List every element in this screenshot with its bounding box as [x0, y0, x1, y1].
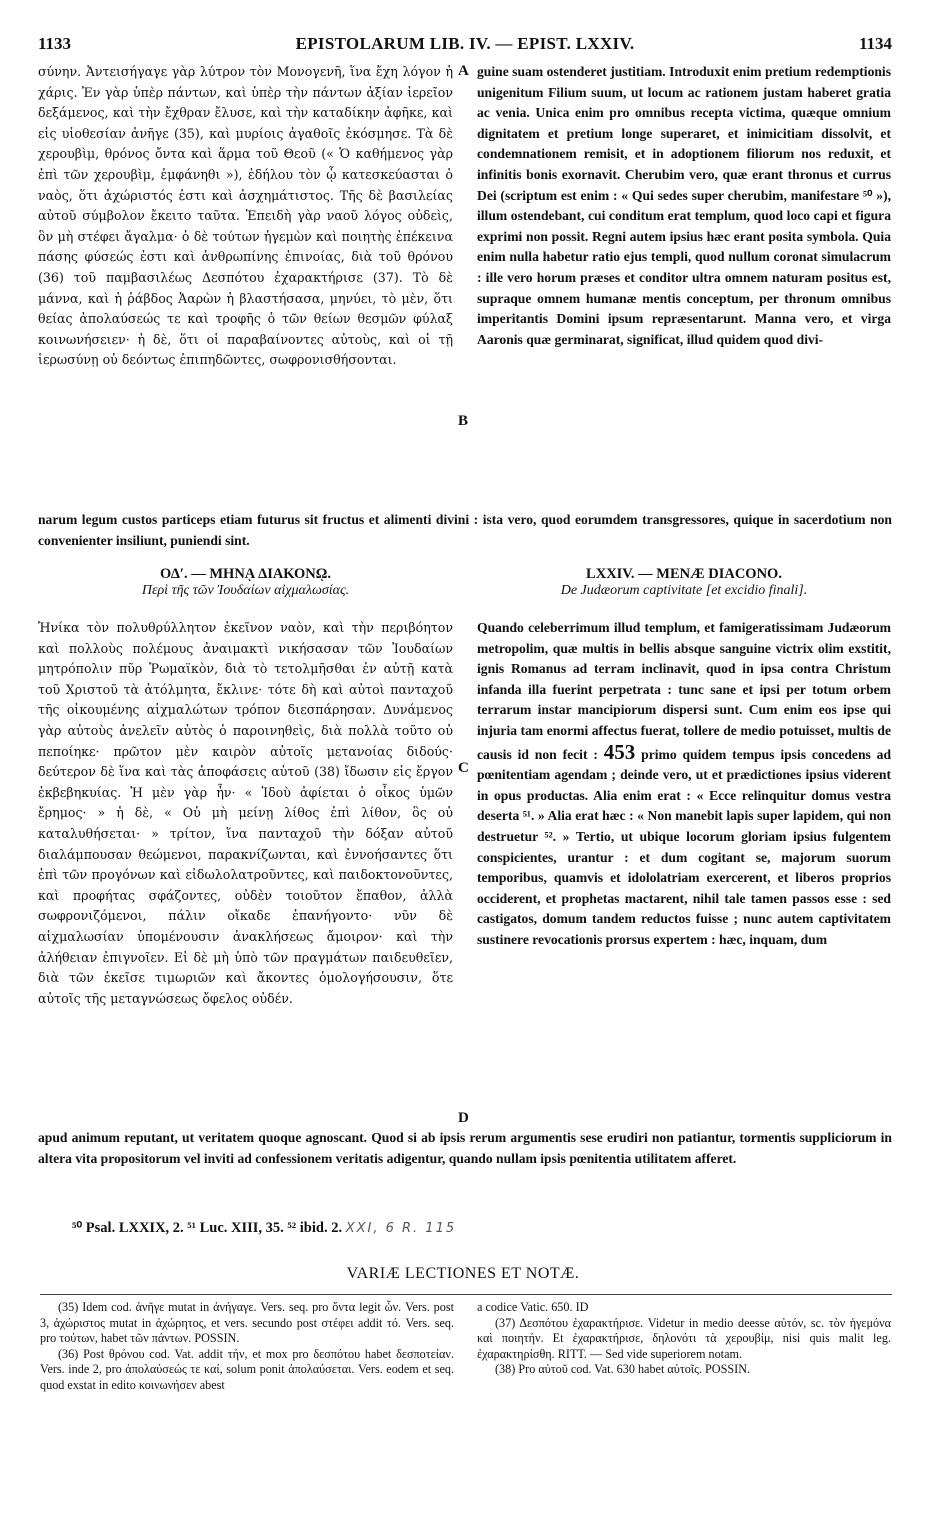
note-38: (38) Pro αὐτοῦ cod. Vat. 630 habet αὐτοῖς. POSSIN.: [495, 1362, 751, 1377]
footnote-text: ⁵⁰ Psal. LXXIX, 2. ⁵¹ Luc. XIII, 35. ⁵² ibid. 2.: [72, 1220, 343, 1236]
latin-heading: [477, 566, 891, 599]
margin-marker-b: B: [458, 413, 469, 429]
latin-full-width-top: [38, 510, 892, 551]
greek-letter-subtitle: Περὶ τῆς τῶν Ἰουδαίων αἰχμαλωσίας.: [141, 583, 350, 598]
latin-letter-subtitle: De Judæorum captivitate [et excidio finali].: [560, 583, 808, 598]
greek-letter-text: Ἡνίκα τὸν πολυθρύλλητον ἐκεῖνον ναὸν, καὶ τὴν περιβόητον καὶ πολλοὺς πολέμους ἀναιμακτὶ νικήσασαν τῶν Ἰουδαίων μητρόπολιν πῦρ Ῥωμαϊκὸν, διὰ τὸ τετολμῆσθαι ἐν αὐτῇ κατὰ τοῦ Χριστοῦ τὰ ἀτόλμητα, ἔκλινε· τότε δὴ καὶ αὐτοὶ πανταχοῦ τῆς οἰκουμένης αἰχμαλώτων τρόπον διεσπάρησαν. Δυνάμενος γὰρ αὐτοὺς ἀνελεῖν αὐτὸς ὁ παροινηθεὶς, διὰ πολλὰ τοῦτο οὐ πεποίηκε· πρῶτον μὲν καιρὸν αὐτοῖς μετανοίας διδούς· δεύτερον δὲ ἵνα καὶ τὰς ἀποφάσεις αὐτοῦ (38) ἴδωσιν εἰς ἔργον ἐκβεβηκυίας. Ἡ μὲν γὰρ ἦν· « Ἰδοὺ ἀφίεται ὁ οἶκος ὑμῶν ἔρημος· » ἡ δὲ, « Οὐ μὴ μείνῃ λίθος ἐπὶ λίθον, ὃς οὐ καταλυθήσεται· » τρίτον, ἵνα πανταχοῦ τὴν δόξαν αὐτοῦ διαλάμπουσαν θεώμενοι, παρακνίζωνται, καὶ ἐννοήσαντες ὅτι ἐπὶ τῶν προγόνων καὶ εἰδωλολατροῦντες, καὶ παιδοκτονοῦντες, καὶ προφήτας σφάζοντες, οὐδὲν τοιοῦτον ἔπαθον, ἀλλὰ σωφρονιζόμενοι, πάλιν οἴκαδε ἐπανήγοντο· νῦν δὲ αἰχμαλωσίαν ὑπομένουσιν ἀνακλήσεως ἄμοιρον· καὶ τὴν ἀλήθειαν ἐπιγνοῖεν. Εἰ δὲ μὴ ὑπὸ τῶν πραγμάτων παιδευθεῖεν, διὰ τῶν ἐκεῖσε τιμωριῶν καὶ ἄκοντες ὁμολογήσουσιν, ὅτε αὐτοῖς τῆς μεταγνώσεως ὄφελος οὐδέν.: [38, 620, 453, 1006]
margin-marker-c: C: [458, 760, 469, 776]
notes-divider: [40, 1294, 892, 1295]
greek-column-letter: [38, 618, 453, 1009]
note-36-continued: a codice Vatic. 650. ID: [477, 1300, 589, 1314]
notes-column-right: [477, 1300, 891, 1378]
page-number-right: 1134: [858, 34, 892, 53]
latin-full-letter-paragraph: apud animum reputant, ut veritatem quoque agnoscant. Quod si ab ipsis rerum argumentis sese erudiri non patiantur, tormentis suppliciorum in altera vita propositorum vel inviti ad confessionem veritatis adigentur, quando nullam ipsis pœnitentia utilitatem afferet.: [38, 1130, 892, 1166]
greek-heading: [38, 566, 453, 599]
greek-column-top: [38, 62, 453, 371]
latin-column-letter: [477, 618, 891, 951]
notes-column-left: [40, 1300, 454, 1394]
latin-full-width-letter: [38, 1128, 892, 1169]
greek-letter-title: ΟΔʹ. — ΜΗΝᾼ ΔΙΑΚΟΝῼ.: [160, 566, 331, 582]
column-number: 453: [603, 739, 636, 764]
note-36: (36) Post θρόνου cod. Vat. addit τήν, et mox pro δεσπότου habet δεσποτείαν. Vers. inde 2, pro ἀπολαύσεώς τε καί, solum ponit ἀπολαύσεται. Vers. eodem et seq. quod exstat in edito κοινωνήσεν abest: [40, 1346, 454, 1392]
margin-marker-a: A: [458, 63, 469, 79]
handwritten-annotation: XXI, 6 R. 115: [345, 1221, 457, 1236]
latin-letter-text-a: Quando celeberrimum illud templum, et famigeratissimam Judæorum metropolim, quæ multis in bellis absque sanguine victrix olim exstitit, ignis Romanus ad terram inclinavit, quod in ipsa contra Christum infanda illa fuerint perpetrata : tunc sane et ipsi per totum orbem terrarum instar mancipiorum dispersi sunt. Cum enim eos ipse qui injuria tam enormi affectus fuerat, tollere de medio potuisset, multis de causis id non fecit :: [477, 620, 891, 762]
notes-title: VARIÆ LECTIONES ET NOTÆ.: [346, 1265, 580, 1282]
note-35: (35) Idem cod. ἀνῆγε mutat in ἀνήγαγε. Vers. seq. pro ὄντα legit ὧν. Vers. post 3, ἀχώριστος mutat in ἀχώρητος, et vers. secundo post στέφει addit τό. Vers. seq. pro τούτων, habet τῶν πάντων. POSSIN.: [40, 1300, 454, 1346]
page-number-left: 1133: [38, 34, 72, 53]
running-title: EPISTOLARUM LIB. IV. — EPIST. LXXIV.: [295, 34, 635, 53]
scripture-footnotes: [72, 1220, 456, 1237]
running-header: [38, 34, 892, 56]
note-37: (37) Δεσπότου ἐχαρακτήρισε. Videtur in medio deesse αὐτόν, sc. τὸν ἡγεμόνα καὶ ποιητήν. Et ἐχαρακτήρισε, δηλονότι τὰ χερουβίμ, nisi quis malit leg. ἐχαρακτηρίσθη. RITT. — Sed vide superiorem notam.: [477, 1315, 891, 1361]
greek-paragraph: σύνην. Ἀντεισήγαγε γὰρ λύτρον τὸν Μονογενῆ, ἵνα ἔχη λόγον ἡ χάρις. Ἐν γὰρ ὑπὲρ πάντων, καὶ ὑπὲρ τὴν πάντων ἀξίαν ἱερεῖον δεξάμενος, καὶ τὴν ἔχθραν ἔλυσε, καὶ τὴν καταδίκην ἀφῆκε, καὶ εἰς υἱοθεσίαν ἀνῆγε (35), καὶ μυρίοις ἀγαθοῖς ἐκόσμησε. Τὰ δὲ χερουβὶμ, θρόνος ὄντα καὶ ἅρμα τοῦ Θεοῦ (« Ὁ καθήμενος γὰρ ἐπὶ τῶν χερουβὶμ, ἐμφάνηθι »), ἐδήλου τὸν ᾧ κατεσκεύασται ὁ ναὸς, ὅτι ἀχώριστός ἐστι καὶ ἀσχημάτιστος. Τῆς δὲ βασιλείας αὐτοῦ σύμβολον ἔκειτο ταῦτα. Ἐπειδὴ γὰρ ναοῦ λόγος οὐδεὶς, ὃν μὴ στέφει ἄγαλμα· ὁ δὲ τούτων ἡγεμὼν καὶ ποιητὴς ἐπέκεινα πάσης φύσεώς ἐστι καὶ ἀνθρωπίνης ἐπινοίας, διὰ τοῦ θρόνου (36) τοῦ παμβασιλέως Δεσπότου ἐχαρακτήρισε (37). Τὸ δὲ μάννα, καὶ ἡ ῥάβδος Ἀαρὼν ἡ βλαστήσασα, μηνύει, τὸ μὲν, ὅτι θείας ἀπολαύσεώς τε καὶ τροφῆς ὁ τῶν θείων θεσμῶν φύλαξ κοινωνήσειεν· ἡ δὲ, ὅτι οἱ παραβαίνοντες αὐτοὺς, καὶ οἱ τῇ ἱερωσύνῃ οὐ δεόντως ἐπιπηδῶντες, σωφρονισθήσονται.: [38, 64, 453, 368]
latin-full-paragraph: narum legum custos particeps etiam futurus sit fructus et alimenti divini : ista vero, quod eorumdem transgressores, quique in sacerdotium non convenienter insiliunt, puniendi sint.: [38, 512, 892, 548]
latin-column-top: [477, 62, 891, 350]
latin-letter-text-b: primo quidem tempus ipsis concedens ad pœnitentiam agendam ; deinde vero, ut et prædictiones ipsius viderent in opus productas. Alia enim erat : « Ecce relinquitur domus vestra deserta ⁵¹. » Alia erat hæc : « Non manebit lapis super lapidem, qui non destruetur ⁵². » Tertio, ut ubique locorum gloriam ipsius fulgentem conspicientes, urantur : et dum cogitant se, majorum suorum temporibus, quamvis et idololatriam exercerent, et liberos proprios occiderent, et prophetas mactarent, nihil tale tamen passos esse : sed castigatos, domum tandem reductos fuisse ; nunc autem captivitatem sustinere revocationis prorsus expertem : hæc, inquam, dum: [477, 746, 892, 947]
latin-letter-title: LXXIV. — MENÆ DIACONO.: [586, 566, 782, 582]
latin-letter-body: [477, 618, 891, 951]
margin-marker-d: D: [458, 1110, 469, 1126]
latin-paragraph: guine suam ostenderet justitiam. Introduxit enim pretium redemptionis unigenitum Filium suum, ut locum ac rationem justam haberet gratia ac venia. Unica enim pro omnibus recepta victima, quæque omnium dignitatem et pretium longe superaret, et inimicitiam dissolvit, et condemnationem remisit, et in adoptionem filiorum nos reduxit, et infinitis bonis exornavit. Cherubim vero, quæ erant thronus et currus Dei (scriptum est enim : « Qui sedes super cherubim, manifestare ⁵⁰ »), illum ostendebant, cui conditum erat templum, quod loco capi et figura exprimi non possit. Regni autem ipsius hæc erant posita symbola. Quia enim nulla habetur ratio ejus templi, quod nullum coronat simulacrum : ille vero horum præses et conditor ultra omnem naturam positus est, supraque omnem humanæ mentis conceptum, per thronum omnibus imperitantis Domini ipsum repræsentarunt. Manna vero, et virga Aaronis quæ germinarat, significat, illud quidem quod divi-: [477, 64, 891, 347]
